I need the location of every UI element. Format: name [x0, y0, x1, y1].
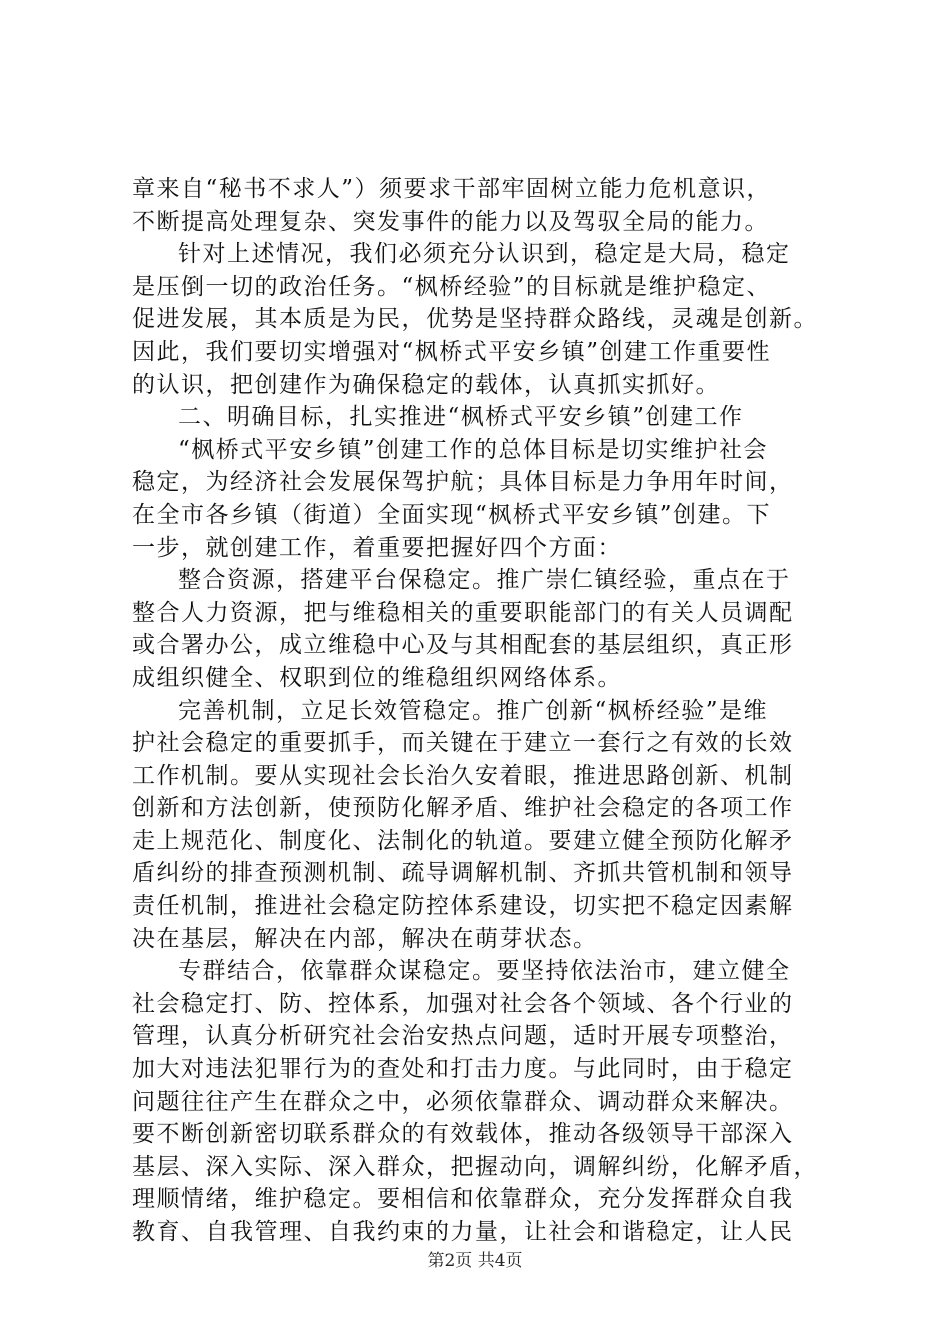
- text-line: 决在基层，解决在内部，解决在萌芽状态。: [132, 925, 598, 952]
- paragraph-start: 专群结合，依靠群众谋稳定。要坚持依法治市，建立健全: [178, 958, 791, 985]
- text-line: 走上规范化、制度化、法制化的轨道。要建立健全预防化解矛: [132, 827, 794, 854]
- text-line: 加大对违法犯罪行为的查处和打击力度。与此同时，由于稳定: [132, 1056, 794, 1083]
- text-line: 护社会稳定的重要抓手，而关键在于建立一套行之有效的长效: [132, 730, 794, 757]
- paragraph-start: 完善机制，立足长效管稳定。推广创新“枫桥经验”是维: [178, 697, 769, 724]
- text-line: 的认识，把创建作为确保稳定的载体，认真抓实抓好。: [132, 371, 720, 398]
- text-line: 社会稳定打、防、控体系，加强对社会各个领域、各个行业的: [132, 990, 794, 1017]
- section-heading: 二、明确目标，扎实推进“枫桥式平安乡镇”创建工作: [178, 404, 744, 431]
- text-line: 责任机制，推进社会稳定防控体系建设，切实把不稳定因素解: [132, 893, 794, 920]
- text-line: 稳定，为经济社会发展保驾护航；具体目标是力争用年时间，: [132, 469, 794, 496]
- text-line: 问题往往产生在群众之中，必须依靠群众、调动群众来解决。: [132, 1088, 794, 1115]
- paragraph-start: 整合资源，搭建平台保稳定。推广崇仁镇经验，重点在于: [178, 567, 791, 594]
- text-line: 或合署办公，成立维稳中心及与其相配套的基层组织，真正形: [132, 632, 794, 659]
- text-line: 工作机制。要从实现社会长治久安着眼，推进思路创新、机制: [132, 762, 794, 789]
- page-number-footer: 第2页 共4页: [427, 1251, 523, 1271]
- paragraph-start: 针对上述情况，我们必须充分认识到，稳定是大局，稳定: [178, 241, 791, 268]
- text-line: 不断提高处理复杂、突发事件的能力以及驾驭全局的能力。: [132, 208, 769, 235]
- text-line: 盾纠纷的排查预测机制、疏导调解机制、齐抓共管机制和领导: [132, 860, 794, 887]
- text-line: 促进发展，其本质是为民，优势是坚持群众路线，灵魂是创新。: [132, 306, 818, 333]
- document-body: [132, 173, 832, 1249]
- text-line: 要不断创新密切联系群众的有效载体，推动各级领导干部深入: [132, 1121, 794, 1148]
- text-line: 教育、自我管理、自我约束的力量，让社会和谐稳定，让人民: [132, 1219, 794, 1245]
- text-line: 理顺情绪，维护稳定。要相信和依靠群众，充分发挥群众自我: [132, 1186, 794, 1213]
- text-line: 管理，认真分析研究社会治安热点问题，适时开展专项整治，: [132, 1023, 794, 1050]
- text-line: 创新和方法创新，使预防化解矛盾、维护社会稳定的各项工作: [132, 795, 794, 822]
- text-line: 在全市各乡镇（街道）全面实现“枫桥式平安乡镇”创建。下: [132, 501, 772, 528]
- text-line: 整合人力资源，把与维稳相关的重要职能部门的有关人员调配: [132, 599, 794, 626]
- text-line: 因此，我们要切实增强对“枫桥式平安乡镇”创建工作重要性: [132, 338, 772, 365]
- text-line: 章来自“秘书不求人”）须要求干部牢固树立能力危机意识，: [132, 176, 772, 202]
- text-line: 基层、深入实际、深入群众，把握动向，调解纠纷，化解矛盾，: [132, 1153, 818, 1180]
- text-line: 成组织健全、权职到位的维稳组织网络体系。: [132, 664, 622, 691]
- text-line: 一步，就创建工作，着重要把握好四个方面：: [132, 534, 622, 561]
- paragraph-start: “枫桥式平安乡镇”创建工作的总体目标是切实维护社会: [178, 436, 769, 463]
- text-line: 是压倒一切的政治任务。“枫桥经验”的目标就是维护稳定、: [132, 273, 772, 300]
